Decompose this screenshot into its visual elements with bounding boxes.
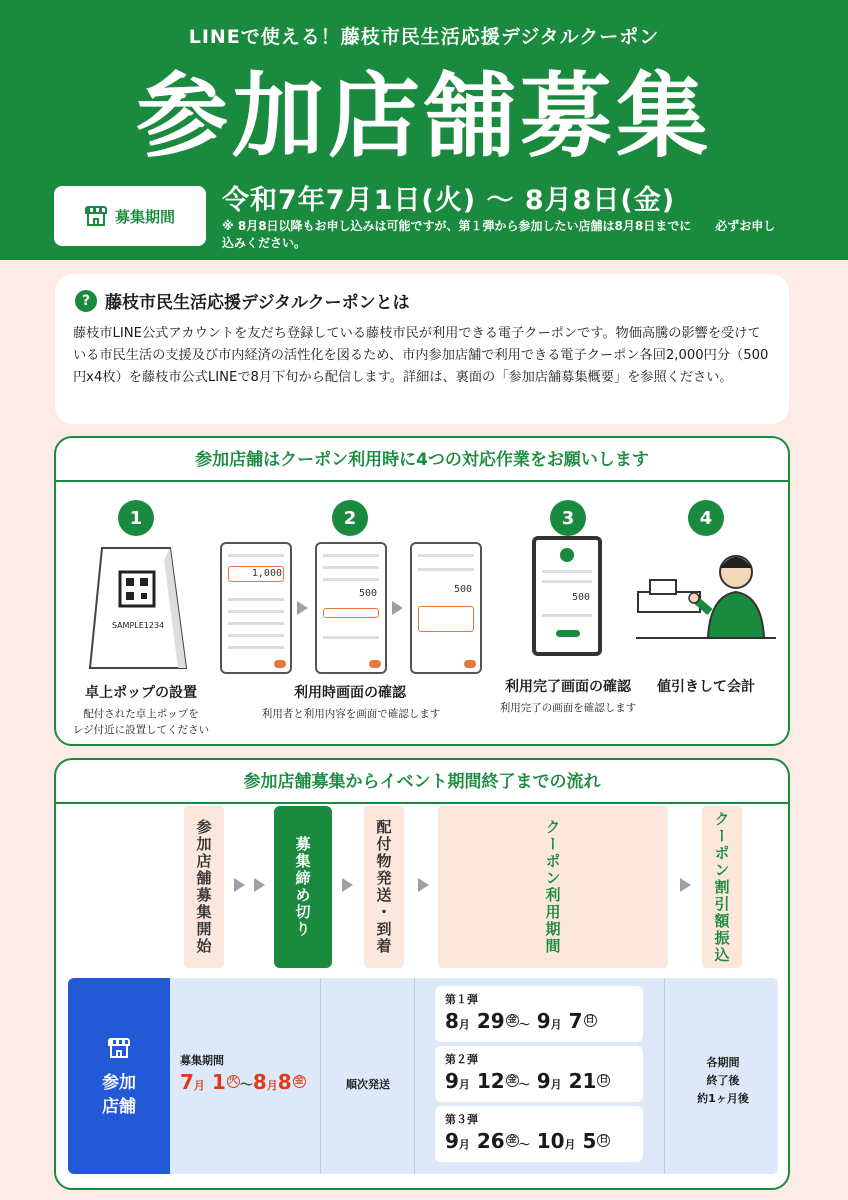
- step-desc: 配付された卓上ポップを レジ付近に設置してください: [72, 708, 210, 736]
- schedule-table: [68, 978, 778, 1174]
- hero-subtitle: LINEで使える！藤枝市民生活応援デジタルクーポン: [188, 26, 660, 48]
- flow-step-shipping: 配付物発送・到着: [364, 806, 404, 968]
- steps-heading: 参加店舗はクーポン利用時に4つの対応作業をお願いします: [56, 438, 788, 482]
- arrow-right-icon: [254, 878, 265, 892]
- shop-icon: [85, 206, 107, 226]
- row-header-label: 参加店舗: [102, 1073, 136, 1117]
- flow-step-payment: クーポン割引額振込: [702, 806, 742, 968]
- clerk-illustration: [636, 538, 776, 648]
- period-badge: [54, 186, 206, 246]
- arrow-right-icon: [392, 601, 403, 615]
- round-card: 第３弾 9月 26 金 ～ 10月 5 日: [435, 1106, 643, 1162]
- about-card: [55, 274, 789, 424]
- recruit-range: 7月 1 火 ～8月8 金: [180, 1070, 304, 1094]
- pop-code-text: SAMPLE1234: [111, 621, 165, 630]
- period-note: ※ 8月8日以降もお申し込みは可能ですが、第１弾から参加したい店舗は8月8日までに 必ずお申し込みください。: [222, 219, 776, 250]
- step-number: 2: [332, 500, 368, 536]
- arrow-right-icon: [680, 878, 691, 892]
- flow-section: [54, 758, 790, 1190]
- period-label: 募集期間: [114, 207, 175, 226]
- about-heading-text: 藤枝市民生活応援デジタルクーポンとは: [105, 293, 410, 313]
- arrow-right-icon: [342, 878, 353, 892]
- step-desc: 利用者と利用内容を画面で確認します: [261, 708, 441, 720]
- flow-step-start: 参加店舗募集開始: [184, 806, 224, 968]
- shipping-label: 順次発送: [346, 1078, 390, 1091]
- about-body: 藤枝市LINE公式アカウントを友だち登録している藤枝市民が利用できる電子クーポンです。物価高騰の影響を受けている市民生活の支援及び市内経済の活性化を図るため、市内参加店舗で利用できる電子クーポン各回2,000円分（500円x4枚）を藤枝市公式LINEで8月下旬から配信します。詳細は、裏面の「参加店舗募集概要」を参照ください。: [73, 326, 769, 385]
- step-number: 1: [118, 500, 154, 536]
- table-pop-icon: [86, 538, 190, 674]
- about-heading: [75, 288, 771, 313]
- question-icon: ?: [75, 290, 97, 312]
- period-date: 令和7年7月1日(火) ～ 8月8日(金): [222, 185, 676, 216]
- shop-icon: [108, 1038, 130, 1058]
- round-card: 第１弾 8月 29 金 ～ 9月 7 日: [435, 986, 643, 1042]
- phone-screen-amount-input: 1,000: [220, 542, 292, 674]
- steps-section: [54, 436, 790, 746]
- phone-screen-complete: 500: [532, 536, 602, 656]
- flow-step-deadline: 募集締め切り: [274, 806, 332, 968]
- step-number: 4: [688, 500, 724, 536]
- step-desc: 利用完了の画面を確認します: [499, 702, 637, 714]
- round-card: 第２弾 9月 12 金 ～ 9月 21 日: [435, 1046, 643, 1102]
- step-number: 3: [550, 500, 586, 536]
- step-title: 値引きして会計: [657, 679, 755, 695]
- payment-timing: 各期間 終了後 約1ヶ月後: [697, 1056, 749, 1105]
- arrow-right-icon: [418, 878, 429, 892]
- arrow-right-icon: [234, 878, 245, 892]
- hero-banner: [0, 0, 848, 260]
- phone-screen-confirm: 500: [315, 542, 387, 674]
- step-title: 利用時画面の確認: [294, 685, 406, 701]
- step-title: 卓上ポップの設置: [85, 685, 197, 701]
- arrow-right-icon: [297, 601, 308, 615]
- flow-heading: 参加店舗募集からイベント期間終了までの流れ: [56, 760, 788, 804]
- flow-step-coupon-period: クーポン利用期間: [438, 806, 668, 968]
- phone-screen-coupon: 500: [410, 542, 482, 674]
- step-title: 利用完了画面の確認: [505, 679, 631, 695]
- hero-title: 参加店舗募集: [135, 63, 712, 170]
- row-header: [68, 978, 170, 1174]
- recruit-label: 募集期間: [180, 1054, 224, 1067]
